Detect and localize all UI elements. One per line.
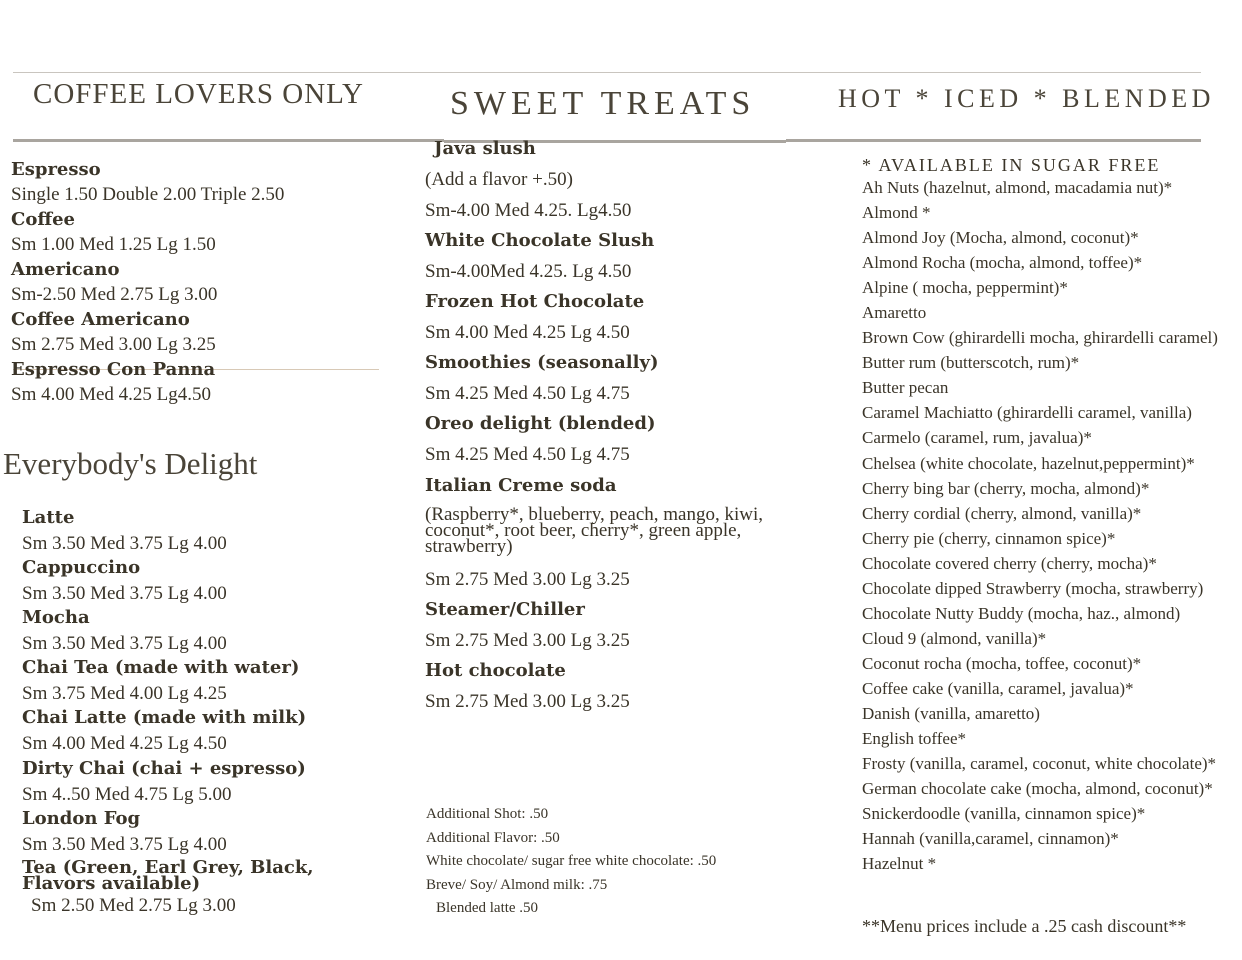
flavor-item: Ah Nuts (hazelnut, almond, macadamia nut)* — [862, 178, 1173, 197]
menu-item-price: Sm 2.50 Med 2.75 Lg 3.00 — [31, 895, 236, 916]
menu-item-name: Chai Tea (made with water) — [22, 657, 300, 678]
flavor-item: Cherry pie (cherry, cinnamon spice)* — [862, 529, 1116, 548]
menu-item-name: London Fog — [22, 808, 141, 829]
flavor-item: Cherry bing bar (cherry, mocha, almond)* — [862, 479, 1150, 498]
menu-item-price: Sm 3.50 Med 3.75 Lg 4.00 — [22, 583, 227, 604]
coffee-lovers-heading: COFFEE LOVERS ONLY — [33, 78, 364, 110]
flavor-item: Caramel Machiatto (ghirardelli caramel, vanilla) — [862, 403, 1192, 422]
flavor-item: Alpine ( mocha, peppermint)* — [862, 278, 1068, 297]
menu-item-name: Tea (Green, Earl Grey, Black, Flavors available) — [22, 857, 314, 894]
menu-item-name: Coffee — [11, 209, 76, 230]
cash-discount-note: **Menu prices include a .25 cash discount** — [862, 916, 1187, 936]
flavor-item: Frosty (vanilla, caramel, coconut, white chocolate)* — [862, 754, 1217, 773]
menu-item-note: (Add a flavor +.50) — [425, 169, 573, 190]
flavor-item: Danish (vanilla, amaretto) — [862, 704, 1040, 723]
top-rule — [13, 72, 1201, 73]
menu-item-price: Sm 2.75 Med 3.00 Lg 3.25 — [11, 334, 216, 355]
hot-header-rule — [786, 139, 1201, 142]
addon-item: White chocolate/ sugar free white chocolate: .50 — [426, 853, 717, 869]
flavor-item: Coffee cake (vanilla, caramel, javalua)* — [862, 679, 1134, 698]
flavor-item: Carmelo (caramel, rum, javalua)* — [862, 428, 1092, 447]
menu-item-price: Sm 2.75 Med 3.00 Lg 3.25 — [425, 691, 630, 712]
menu-item-price: Single 1.50 Double 2.00 Triple 2.50 — [11, 184, 285, 205]
menu-item-name: Smoothies (seasonally) — [425, 352, 659, 373]
menu-item-name: Steamer/Chiller — [425, 599, 585, 620]
menu-item-name: Hot chocolate — [425, 660, 566, 681]
addon-item: Additional Shot: .50 — [426, 806, 549, 822]
addon-item: Additional Flavor: .50 — [426, 830, 560, 846]
flavor-item: Cloud 9 (almond, vanilla)* — [862, 629, 1047, 648]
menu-item-name: Frozen Hot Chocolate — [425, 291, 645, 312]
flavor-item: Chocolate dipped Strawberry (mocha, strawberry) — [862, 579, 1204, 598]
flavor-item: Almond Joy (Mocha, almond, coconut)* — [862, 228, 1139, 247]
flavor-item: Brown Cow (ghirardelli mocha, ghirardelli caramel) — [862, 328, 1218, 347]
menu-item-price: Sm 1.00 Med 1.25 Lg 1.50 — [11, 234, 216, 255]
menu-item-name: Oreo delight (blended) — [425, 413, 656, 434]
flavor-item: Chelsea (white chocolate, hazelnut,peppermint)* — [862, 454, 1195, 473]
flavor-item: Almond * — [862, 203, 931, 222]
flavor-item: Chocolate Nutty Buddy (mocha, haz., almond) — [862, 604, 1181, 623]
menu-item-name: Espresso — [11, 159, 101, 180]
coffee-header-rule — [13, 139, 444, 142]
menu-item-name: Italian Creme soda — [425, 475, 617, 496]
menu-item-price: Sm 4.00 Med 4.25 Lg4.50 — [11, 384, 212, 405]
flavor-item: Hazelnut * — [862, 854, 937, 873]
flavor-item: Butter rum (butterscotch, rum)* — [862, 353, 1080, 372]
menu-item-name: Coffee Americano — [11, 309, 190, 330]
addon-item: Breve/ Soy/ Almond milk: .75 — [426, 877, 608, 893]
flavor-item: Coconut rocha (mocha, toffee, coconut)* — [862, 654, 1142, 673]
menu-item-name: Latte — [22, 507, 75, 528]
menu-item-price: Sm-4.00 Med 4.25. Lg4.50 — [425, 200, 632, 221]
menu-item-name: Dirty Chai (chai + espresso) — [22, 758, 306, 779]
flavor-item: Cherry cordial (cherry, almond, vanilla)* — [862, 504, 1142, 523]
menu-item-price: Sm-2.50 Med 2.75 Lg 3.00 — [11, 284, 218, 305]
menu-item-name: Espresso Con Panna — [11, 359, 216, 380]
menu-item-name: Java slush — [434, 138, 536, 159]
flavor-item: Butter pecan — [862, 378, 949, 397]
flavor-item: Snickerdoodle (vanilla, cinnamon spice)* — [862, 804, 1146, 823]
flavor-item: Amaretto — [862, 303, 927, 322]
flavor-item: Hannah (vanilla,caramel, cinnamon)* — [862, 829, 1119, 848]
addon-item: Blended latte .50 — [436, 900, 539, 916]
menu-item-price: Sm 2.75 Med 3.00 Lg 3.25 — [425, 630, 630, 651]
flavor-item: English toffee* — [862, 729, 967, 748]
menu-item-price: Sm-4.00Med 4.25. Lg 4.50 — [425, 261, 632, 282]
menu-item-price: Sm 4.00 Med 4.25 Lg 4.50 — [425, 322, 630, 343]
menu-item-name: Americano — [11, 259, 120, 280]
menu-item-price: Sm 4.25 Med 4.50 Lg 4.75 — [425, 444, 630, 465]
sugar-free-note: * AVAILABLE IN SUGAR FREE — [862, 155, 1161, 175]
flavor-item: Almond Rocha (mocha, almond, toffee)* — [862, 253, 1143, 272]
everybodys-delight-heading: Everybody's Delight — [3, 446, 258, 481]
menu-item-name: White Chocolate Slush — [425, 230, 655, 251]
sweet-treats-heading: SWEET TREATS — [450, 85, 756, 122]
menu-item-name: Chai Latte (made with milk) — [22, 707, 307, 728]
menu-item-note: (Raspberry*, blueberry, peach, mango, kiwi, coconut*, root beer, cherry*, green apple, strawberry) — [425, 504, 764, 557]
flavor-item: Chocolate covered cherry (cherry, mocha)* — [862, 554, 1157, 573]
menu-item-price: Sm 3.75 Med 4.00 Lg 4.25 — [22, 683, 227, 704]
hot-iced-blended-heading: HOT * ICED * BLENDED — [838, 84, 1215, 113]
menu-item-price: Sm 4..50 Med 4.75 Lg 5.00 — [22, 784, 232, 805]
menu-item-price: Sm 4.00 Med 4.25 Lg 4.50 — [22, 733, 227, 754]
menu-item-price: Sm 3.50 Med 3.75 Lg 4.00 — [22, 633, 227, 654]
menu-item-name: Cappuccino — [22, 557, 141, 578]
flavor-item: German chocolate cake (mocha, almond, coconut)* — [862, 779, 1213, 798]
menu-item-price: Sm 2.75 Med 3.00 Lg 3.25 — [425, 569, 630, 590]
menu-item-price: Sm 4.25 Med 4.50 Lg 4.75 — [425, 383, 630, 404]
menu-item-price: Sm 3.50 Med 3.75 Lg 4.00 — [22, 533, 227, 554]
menu-item-price: Sm 3.50 Med 3.75 Lg 4.00 — [22, 834, 227, 855]
menu-item-name: Mocha — [22, 607, 90, 628]
